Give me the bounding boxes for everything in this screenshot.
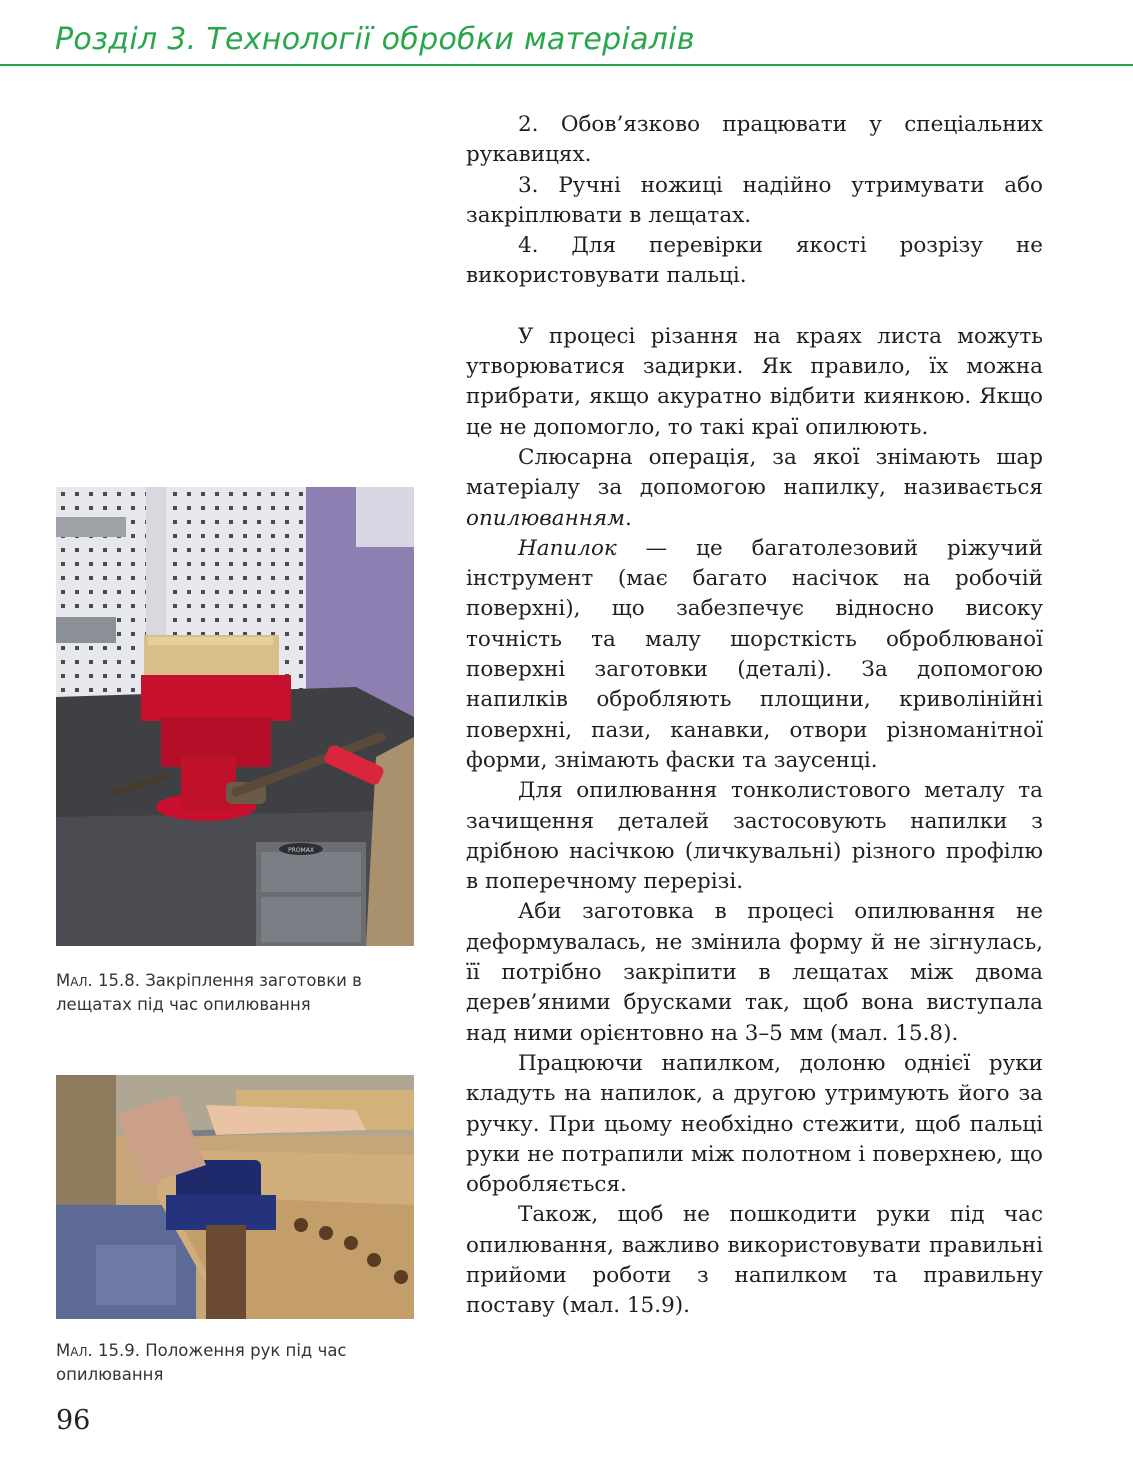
figure-15-9-caption: Мал. 15.9. Положення рук під час опилювання <box>56 1341 347 1384</box>
figure-15-9-photo <box>56 1075 414 1319</box>
figure-15-8-photo <box>56 487 414 946</box>
paragraph-posture: Також, щоб не пошкодити руки під час опилювання, важливо використовувати правильні прийоми роботи з напилком та правильну поставу (мал. 15.9). <box>466 1202 1043 1319</box>
term-filing: опилюванням <box>466 505 625 531</box>
paragraph-file-definition: Напилок — це багатолезовий ріжучий інструмент (має багато насічок на робочій поверхні), що забезпечує відносно високу точність та малу шорсткість оброблюваної поверхні заготовки (деталі). За допомогою напилків обробляють площини, криволінійні поверхні, пази, канавки, отвори різноманітної форми, знімають фаски та заусенці. <box>466 535 1043 773</box>
paragraph-clamping: Аби заготовка в процесі опилювання не деформувалась, не змінила форму й не зігнулась, її потрібно закріпити в лещатах між двома дерев’яними брусками так, щоб вона виступала над ними орієнтовно на 3–5 мм (мал. 15.8). <box>466 899 1043 1046</box>
paragraph-burrs: У процесі різання на краях листа можуть утворюватися задирки. Як правило, їх можна прибрати, якщо акуратно відбити киянкою. Якщо це не допомогло, то такі краї опилюють. <box>466 323 1043 440</box>
main-text-column <box>466 110 1043 1322</box>
header-divider <box>0 64 1133 66</box>
vise-illustration <box>56 487 414 946</box>
safety-rule-4: 4. Для перевірки якості розрізу не використовувати пальці. <box>466 233 1043 289</box>
term-file: Напилок <box>518 535 617 561</box>
safety-rule-2: 2. Обов’язково працювати у спеціальних рукавицях. <box>466 112 1043 168</box>
chapter-title: Розділ 3. Технології обробки матеріалів <box>55 22 695 57</box>
paragraph-thin-metal: Для опилювання тонколистового металу та зачищення деталей застосовують напилки з дрібною насічкою (личкувальні) різного профілю в поперечному перерізі. <box>466 778 1043 895</box>
hands-filing-illustration <box>56 1075 414 1319</box>
workbench-brand-label: PROMAX <box>288 847 314 854</box>
paragraph-hand-position: Працюючи напилком, долоню однієї руки кладуть на напилок, а другою утримують його за ручку. При цьому необхідно стежити, щоб пальці руки не потрапили між полотном і поверхнею, що обробляється. <box>466 1050 1043 1198</box>
page-number: 96 <box>56 1405 91 1436</box>
paragraph-filing-definition: Слюсарна операція, за якої знімають шар матеріалу за допомогою напилку, називається опилюванням. <box>466 444 1043 531</box>
figure-15-8-caption: Мал. 15.8. Закріплення заготовки в лещатах під час опилювання <box>56 971 362 1014</box>
safety-rule-3: 3. Ручні ножиці надійно утримувати або закріплювати в лещатах. <box>466 172 1043 228</box>
